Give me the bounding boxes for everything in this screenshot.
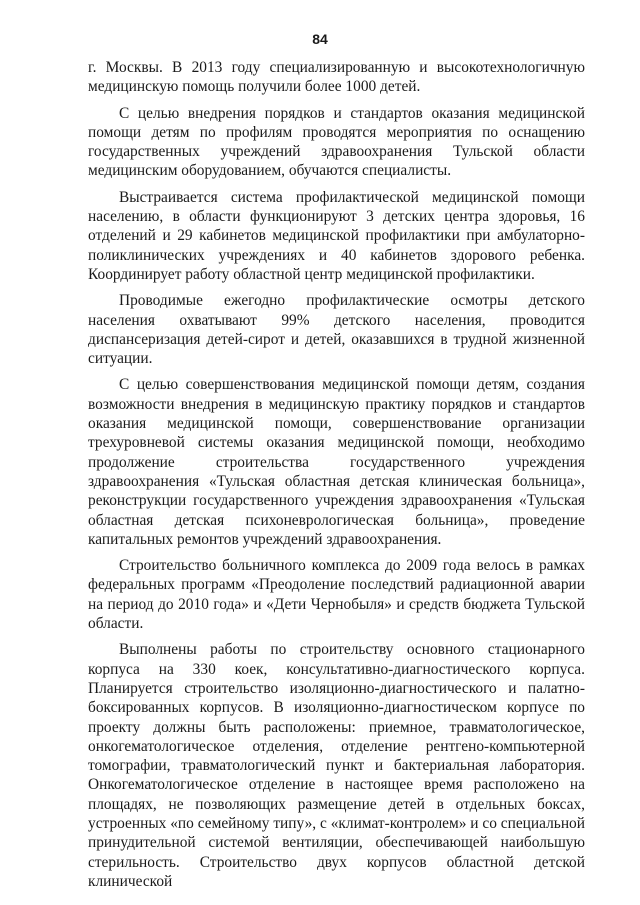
- page-number: 84: [312, 31, 328, 47]
- paragraph-2: С целью внедрения порядков и стандартов оказания медицинской помощи детям по профилям проводятся мероприятия по оснащению государственных учреждений здравоохранения Тульской области медицинским оборудованием, обучаются специалисты.: [88, 104, 585, 180]
- paragraph-7: Выполнены работы по строительству основного стационарного корпуса на 330 коек, консультативно-диагностического корпуса. Планируется строительство изоляционно-диагностического и палатно-боксированных корпусов. В изоляционно-диагностическом корпусе по проекту должны быть расположены: приемное, травматологическое, онкогематологическое отделения, отделение рентгено-компьютерной томографии, травматологический пункт и бактериальная лаборатория. Онкогематологическое отделение в настоящее время расположено на площадях, не позволяющих размещение детей в отдельных боксах, устроенных «по семейному типу», с «климат-контролем» и со специальной принудительной системой вентиляции, обеспечивающей наибольшую стерильность. Строительство двух корпусов областной детской клинической: [88, 641, 585, 890]
- paragraph-1: г. Москвы. В 2013 году специализированную и высокотехнологичную медицинскую помощь получили более 1000 детей.: [88, 59, 585, 96]
- paragraph-4: Проводимые ежегодно профилактические осмотры детского населения охватывают 99% детского населения, проводится диспансеризация детей-сирот и детей, оказавшихся в трудной жизненной ситуации.: [88, 292, 585, 368]
- paragraph-6: Строительство больничного комплекса до 2009 года велось в рамках федеральных программ «Преодоление последствий радиационной аварии на период до 2010 года» и «Дети Чернобыля» и средств бюджета Тульской области.: [88, 557, 585, 633]
- paragraph-3: Выстраивается система профилактической медицинской помощи населению, в области функционируют 3 детских центра здоровья, 16 отделений и 29 кабинетов медицинской профилактики при амбулаторно-поликлинических учреждениях и 40 кабинетов здорового ребенка. Координирует работу областной центр медицинской профилактики.: [88, 188, 585, 283]
- paragraph-5: С целью совершенствования медицинской помощи детям, создания возможности внедрения в медицинскую практику порядков и стандартов оказания медицинской помощи, совершенствование организации трехуровневой системы оказания медицинской помощи, необходимо продолжение строительства государственного учреждения здравоохранения «Тульская областная детская клиническая больница», реконструкции государственного учреждения здравоохранения «Тульская областная детская психоневрологическая больница», проведение капитальных ремонтов учреждений здравоохранения.: [88, 376, 585, 548]
- document-body: [88, 58, 585, 891]
